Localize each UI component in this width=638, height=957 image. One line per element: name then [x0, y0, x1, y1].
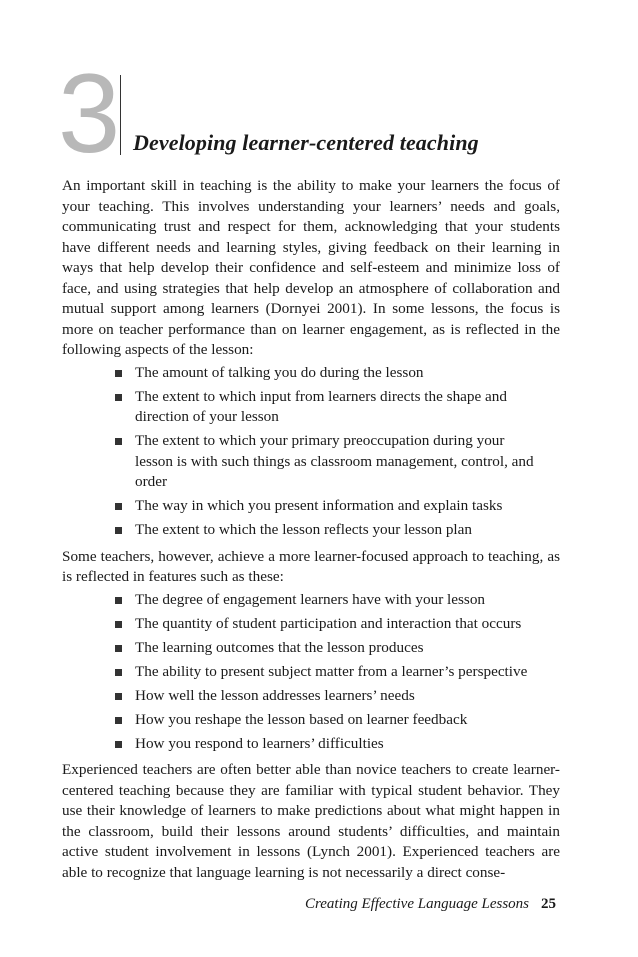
list-item-text: The quantity of student participation and interaction that occurs [135, 614, 522, 632]
closing-paragraph: Experienced teachers are often better able than novice teachers to create learner-centered teaching because they are familiar with typical student behavior. They use their knowledge of learners to make predictions about what might happen in the classroom, build their lessons around students’ difficulties, and maintain active student involvement in lessons (Lynch 2001). Experienced teachers are able to recognize that language learning is not necessarily a direct conse- [62, 761, 560, 881]
bullet-square-icon [115, 527, 122, 534]
bullet-square-icon [115, 693, 122, 700]
chapter-title: Developing learner-centered teaching [133, 130, 479, 155]
footer-book-title: Creating Effective Language Lessons [304, 896, 529, 912]
bullet-square-icon [115, 669, 122, 676]
page-number: 25 [541, 896, 556, 912]
bullet-square-icon [115, 741, 122, 748]
bullet-square-icon [115, 597, 122, 604]
list-item [115, 686, 560, 707]
body-text [62, 176, 560, 883]
chapter-number: 3 [58, 51, 121, 176]
bullet-square-icon [115, 394, 122, 401]
list-item-text: The ability to present subject matter from a learner’s perspective [135, 662, 528, 680]
list-item [115, 520, 560, 541]
list-item-text: The learning outcomes that the lesson produces [135, 638, 424, 656]
bullet-square-icon [115, 717, 122, 724]
teacher-focus-list [62, 363, 560, 541]
list-item [115, 496, 560, 517]
list-item [115, 638, 560, 659]
bullet-square-icon [115, 645, 122, 652]
list-item [115, 363, 560, 384]
list-item-text: The extent to which the lesson reflects your lesson plan [135, 521, 472, 538]
list-item [115, 590, 560, 611]
list-item [115, 387, 560, 428]
list-item-text: How you reshape the lesson based on learner feedback [135, 710, 468, 728]
list-item-text: How you respond to learners’ difficulties [135, 734, 384, 752]
list-item [115, 710, 560, 731]
page-footer [305, 896, 556, 913]
chapter-divider [120, 75, 121, 155]
list-item-text: How well the lesson addresses learners’ needs [135, 686, 415, 704]
list-item [115, 431, 560, 493]
intro-paragraph: An important skill in teaching is the ability to make your learners the focus of your teaching. This involves understanding your learners’ needs and goals, communicating trust and respect for them, acknowledging that your students have different needs and learning styles, giving feedback on their learning in ways that help develop their confidence and self-esteem and minimize loss of face, and using strategies that help develop an atmosphere of collaboration and mutual support among learners (Dornyei 2001). In some lessons, the focus is more on teacher performance than on learner engagement, as is reflected in the following aspects of the lesson: [62, 177, 560, 358]
list-item-text: The extent to which your primary preoccupation during your lesson is with such things as classroom management, control, and order [135, 432, 534, 490]
list-item-text: The degree of engagement learners have with your lesson [135, 590, 486, 608]
list-item [115, 662, 560, 683]
bullet-square-icon [115, 621, 122, 628]
learner-focus-list [62, 590, 560, 755]
bullet-square-icon [115, 438, 122, 445]
list-item [115, 614, 560, 635]
list-item-text: The way in which you present information and explain tasks [135, 497, 503, 514]
list-item-text: The extent to which input from learners directs the shape and direction of your lesson [135, 387, 507, 425]
list-item [115, 734, 560, 755]
list-item-text: The amount of talking you do during the lesson [135, 363, 424, 381]
bullet-square-icon [115, 503, 122, 510]
bullet-square-icon [115, 370, 122, 377]
middle-paragraph: Some teachers, however, achieve a more learner-focused approach to teaching, as is reflected in features such as these: [62, 547, 560, 585]
